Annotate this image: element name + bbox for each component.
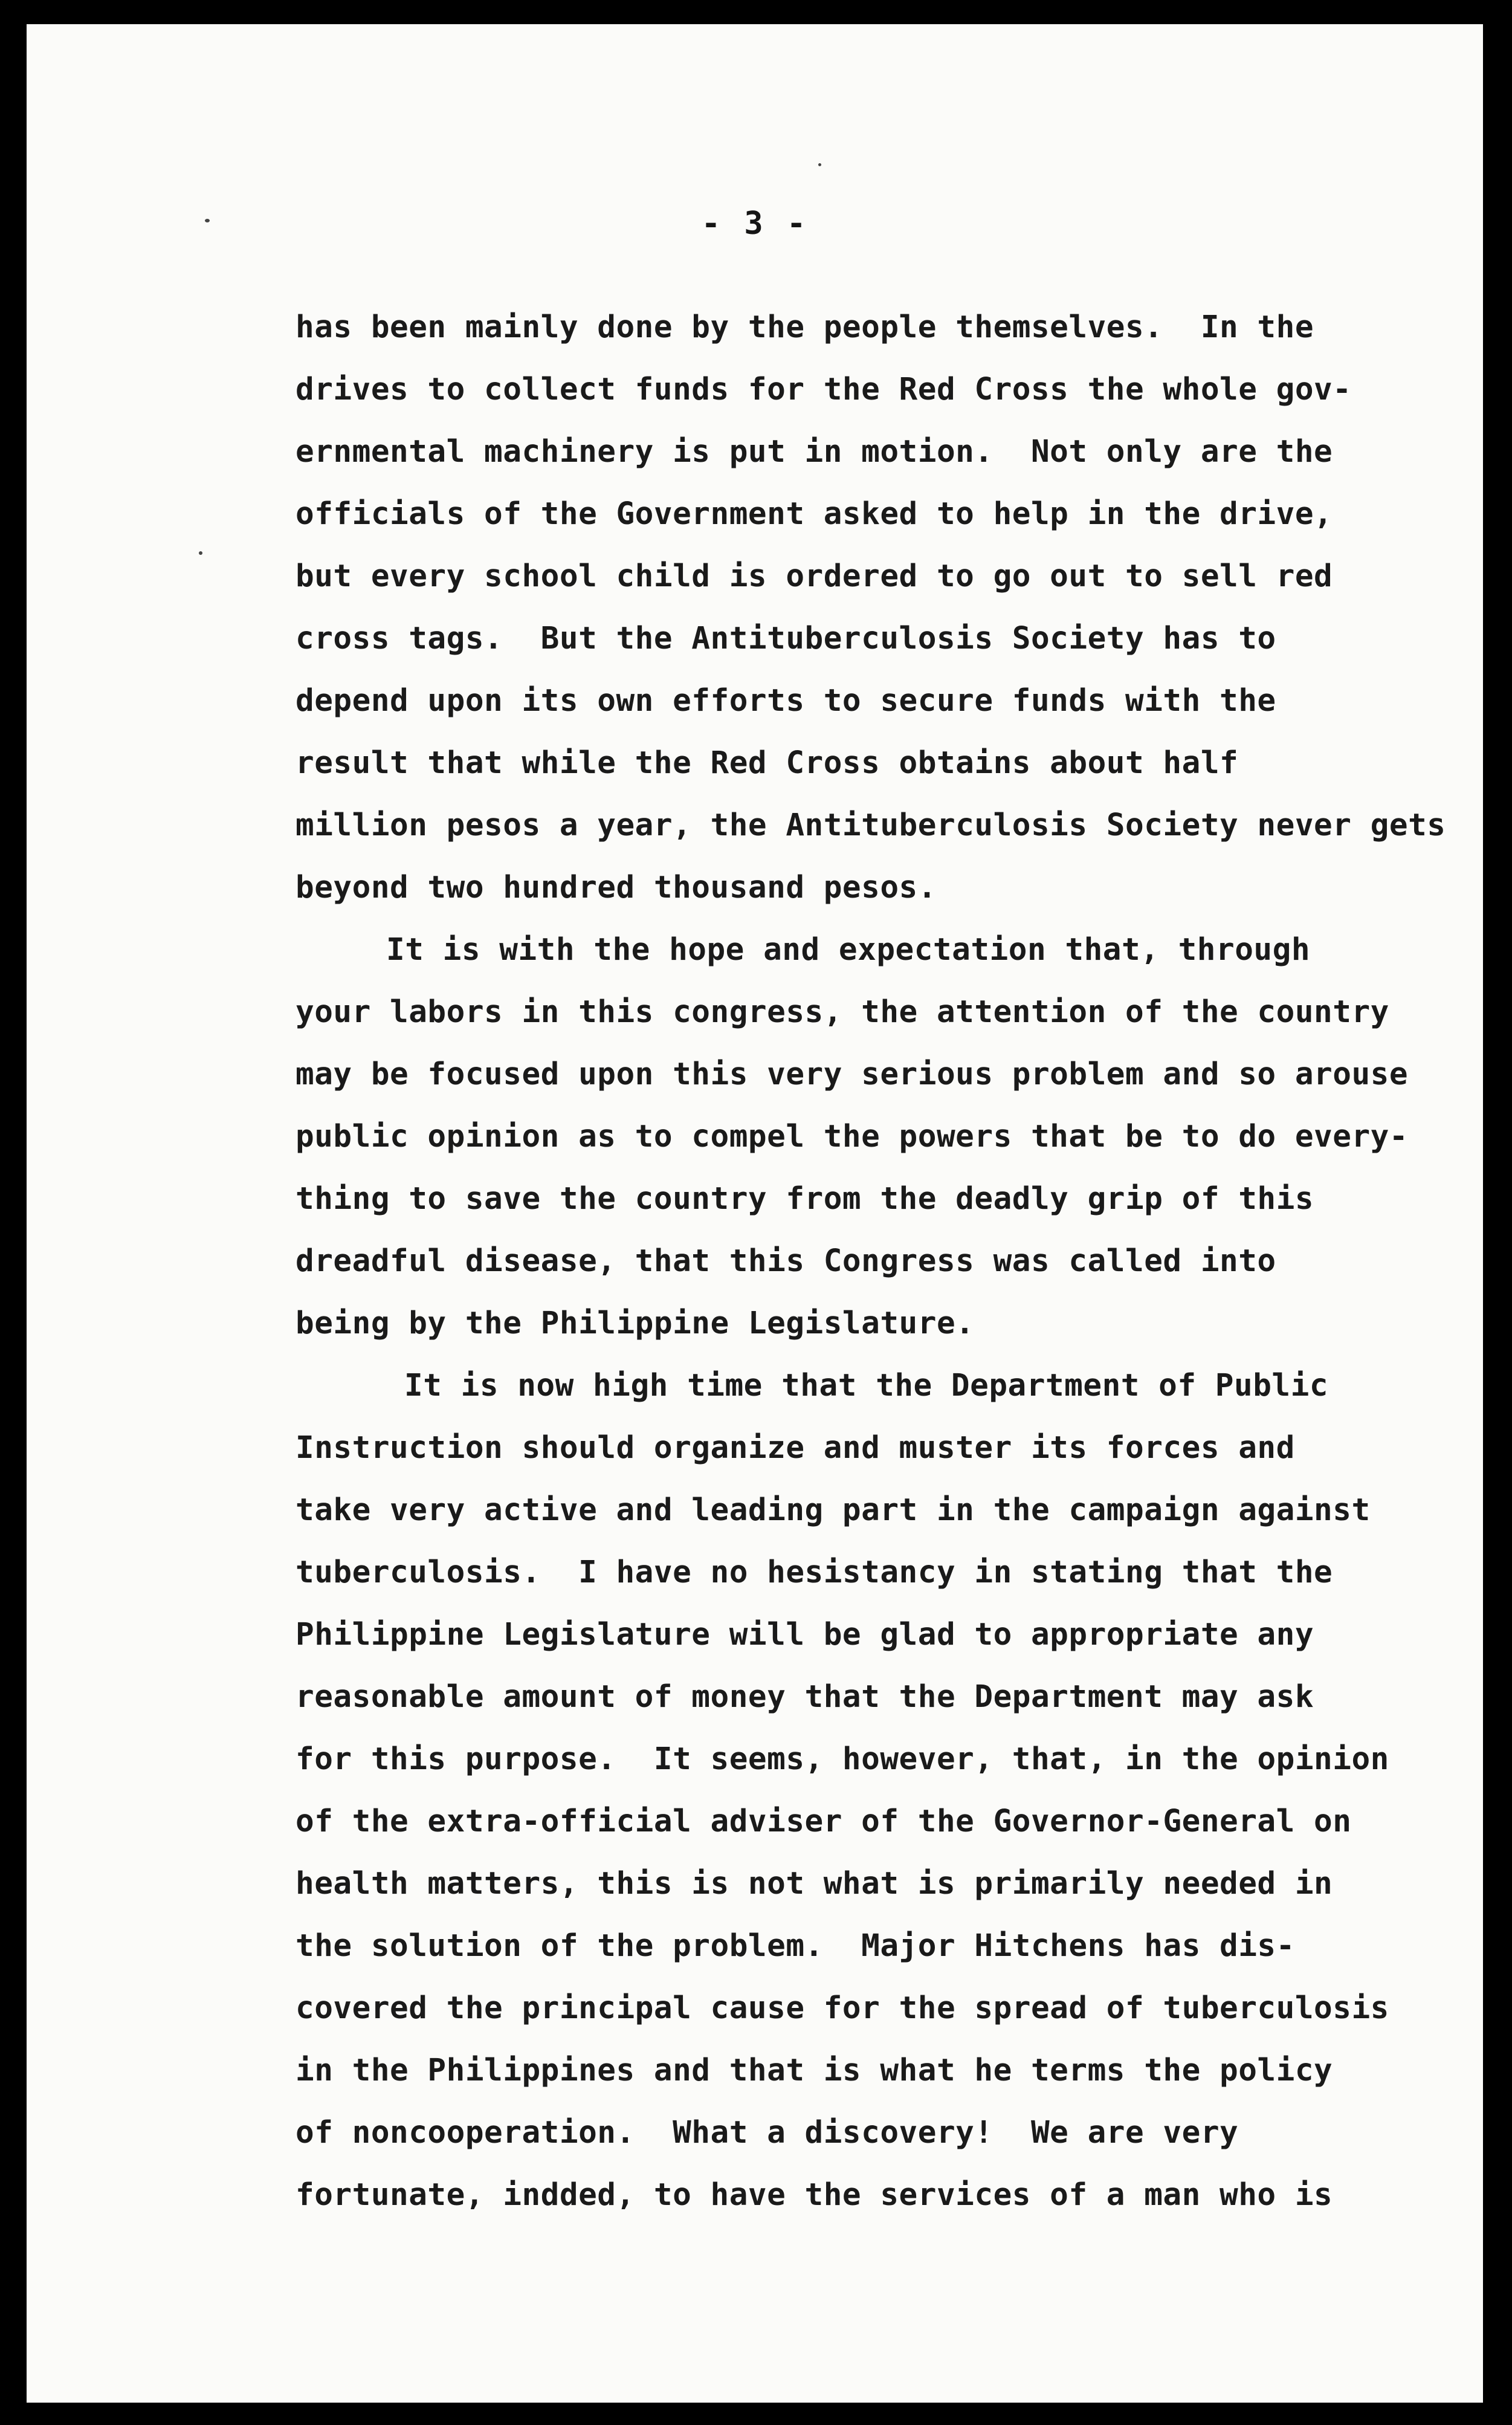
text-line: It is with the hope and expectation that, through (386, 932, 1311, 968)
text-line: Instruction should organize and muster its forces and (296, 1430, 1295, 1466)
scan-speck (818, 163, 821, 166)
text-line: may be focused upon this very serious problem and so arouse (296, 1057, 1409, 1092)
text-line: million pesos a year, the Antituberculosis Society never gets (296, 808, 1446, 843)
text-line: result that while the Red Cross obtains about half (296, 745, 1239, 781)
text-line: for this purpose. It seems, however, that, in the opinion (296, 1741, 1389, 1777)
paragraph-3 (296, 1355, 1474, 2226)
text-line: being by the Philippine Legislature. (296, 1306, 975, 1341)
text-line: tuberculosis. I have no hesistancy in stating that the (296, 1555, 1333, 1590)
text-line: fortunate, indded, to have the services of a man who is (296, 2177, 1333, 2213)
text-line: thing to save the country from the deadly grip of this (296, 1181, 1314, 1217)
text-line: ernmental machinery is put in motion. Not only are the (296, 434, 1333, 470)
text-line: cross tags. But the Antituberculosis Society has to (296, 621, 1276, 656)
text-line: health matters, this is not what is primarily needed in (296, 1866, 1333, 1902)
text-line: reasonable amount of money that the Department may ask (296, 1679, 1314, 1715)
text-line: covered the principal cause for the spread of tuberculosis (296, 1990, 1389, 2026)
text-line: your labors in this congress, the attention of the country (296, 994, 1389, 1030)
text-line: Philippine Legislature will be glad to appropriate any (296, 1617, 1314, 1653)
body-text (296, 296, 1474, 2226)
text-line: officials of the Government asked to help in the drive, (296, 496, 1333, 532)
text-line: It is now high time that the Department of Public (404, 1368, 1329, 1404)
text-line: dreadful disease, that this Congress was called into (296, 1243, 1276, 1279)
text-line: drives to collect funds for the Red Cross the whole gov- (296, 372, 1352, 407)
text-line: beyond two hundred thousand pesos. (296, 870, 937, 905)
text-line: take very active and leading part in the campaign against (296, 1492, 1371, 1528)
text-line: the solution of the problem. Major Hitchens has dis- (296, 1928, 1295, 1964)
text-line: public opinion as to compel the powers that be to do every- (296, 1119, 1409, 1154)
scan-speck (205, 219, 210, 222)
paragraph-2 (296, 919, 1474, 1355)
scan-speck (199, 551, 202, 555)
text-line: but every school child is ordered to go out to sell red (296, 558, 1333, 594)
text-line: in the Philippines and that is what he terms the policy (296, 2053, 1333, 2088)
page-number: - 3 - (701, 206, 809, 242)
paragraph-1 (296, 296, 1474, 919)
document-page (27, 24, 1483, 2403)
text-line: of noncooperation. What a discovery! We are very (296, 2115, 1239, 2151)
text-line: depend upon its own efforts to secure funds with the (296, 683, 1276, 719)
text-line: has been mainly done by the people themselves. In the (296, 309, 1314, 345)
text-line: of the extra-official adviser of the Governor-General on (296, 1804, 1352, 1839)
